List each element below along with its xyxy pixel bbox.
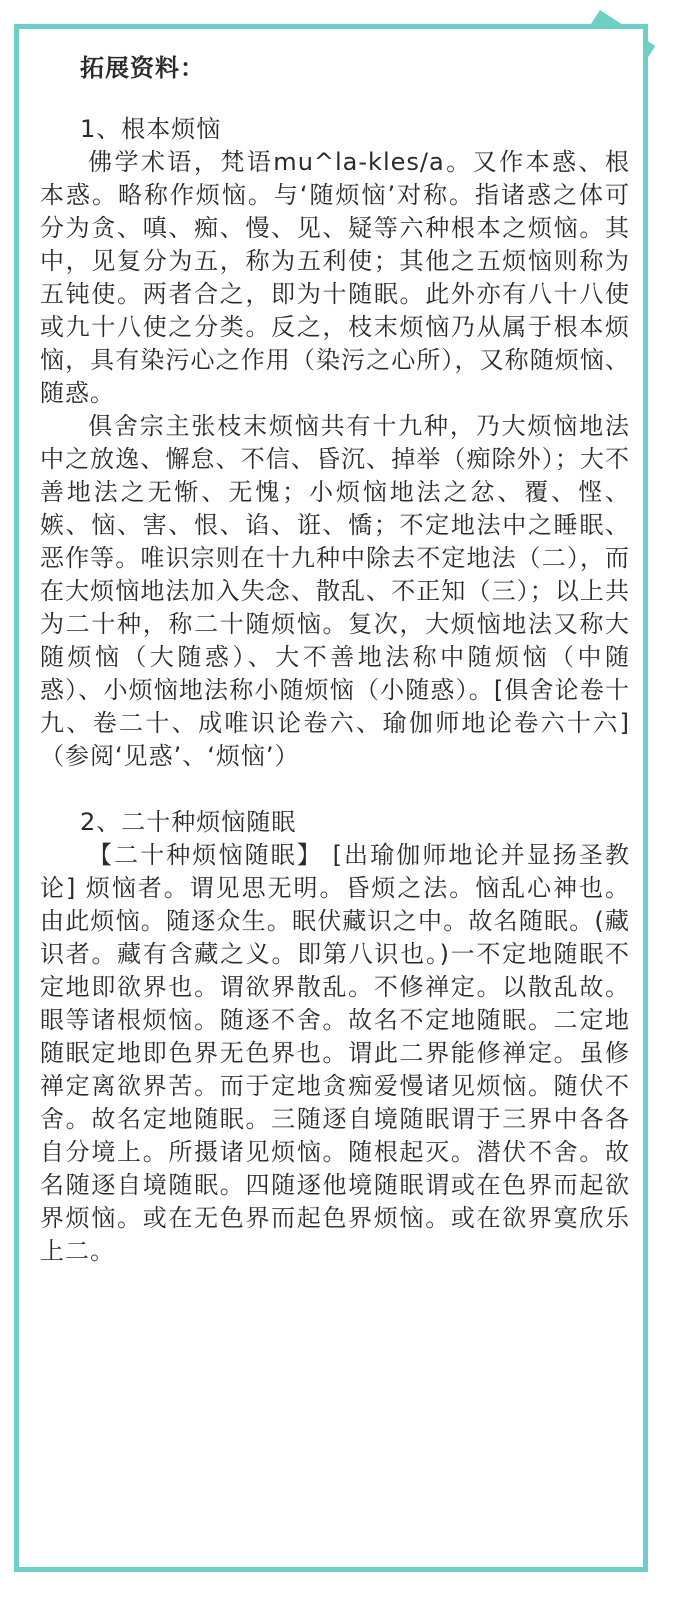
- page-title: 拓展资料：: [80, 54, 205, 82]
- section2-paragraph: 【二十种烦恼随眠】 [出瑜伽师地论并显扬圣教论] 烦恼者。谓见思无明。昏烦之法。恼乱心神也。由此烦恼。随逐众生。眠伏藏识之中。故名随眠。(藏识者。藏有含藏之义。即第八识也。)一不定地随眠不定地即欲界也。谓欲界散乱。不修禅定。以散乱故。眼等诸根烦恼。随逐不舍。故名不定地随眠。二定地随眠定地即色界无色界也。谓此二界能修禅定。虽修禅定离欲界苦。而于定地贪痴爱慢诸见烦恼。随伏不舍。故名定地随眠。三随逐自境随眠谓于三界中各各自分境上。所摄诸见烦恼。随根起灭。潜伏不舍。故名随逐自境随眠。四随逐他境随眠谓或在色界而起欲界烦恼。或在无色界而起色界烦恼。或在欲界寞欣乐上二。: [40, 841, 630, 1265]
- section1-paragraph: 俱舍宗主张枝末烦恼共有十九种，乃大烦恼地法中之放逸、懈怠、不信、昏沉、掉举（痴除外）；大不善地法之无惭、无愧；小烦恼地法之忿、覆、悭、嫉、恼、害、恨、谄、诳、憍；不定地法中之睡眠、恶作等。唯识宗则在十九种中除去不定地法（二），而在大烦恼地法加入失念、散乱、不正知（三）；以上共为二十种，称二十随烦恼。复次，大烦恼地法又称大随烦恼（大随惑）、大不善地法称中随烦恼（中随惑）、小烦恼地法称小随烦恼（小随惑）。[俱舍论卷十九、卷二十、成唯识论卷六、瑜伽师地论卷六十六]（参阅‘见惑’、‘烦恼’）: [40, 412, 630, 770]
- section-spacer: [40, 773, 630, 806]
- section-heading-2: 2、二十种烦恼随眠: [80, 808, 297, 836]
- section1-paragraph: 佛学术语，梵语mu^la-kles/a。又作本惑、根本惑。略称作烦恼。与‘随烦恼’对称。指诸惑之体可分为贪、嗔、痴、慢、见、疑等六种根本之烦恼。其中，见复分为五，称为五利使；其他之五烦恼则称为五钝使。两者合之，即为十随眠。此外亦有八十八使或九十八使之分类。反之，枝末烦恼乃从属于根本烦恼，具有染污心之作用（染污之心所），又称随烦恼、随惑。: [40, 148, 630, 407]
- article-body: [40, 52, 630, 1268]
- section-heading-1: 1、根本烦恼: [80, 115, 222, 143]
